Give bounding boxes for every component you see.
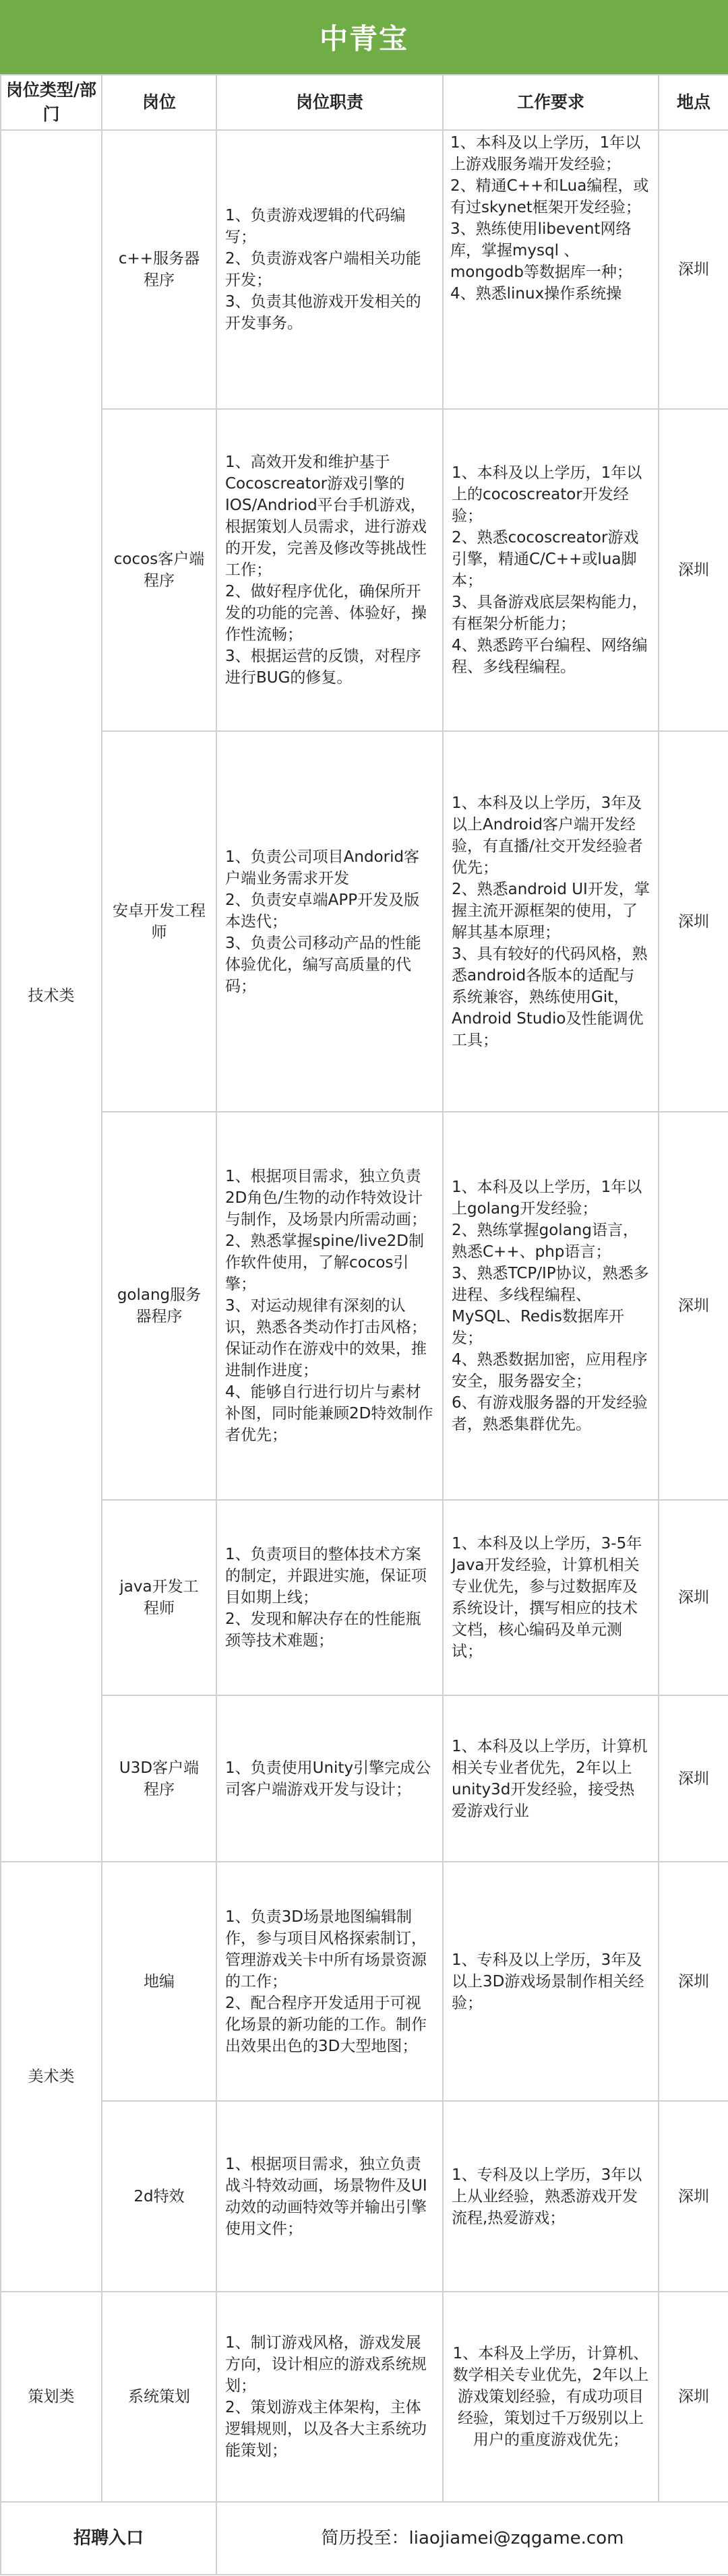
category-cell: 策划类 xyxy=(1,2292,102,2502)
duties-text: 1、根据项目需求，独立负责战斗特效动画，场景物件及UI动效的动画特效等并输出引擎使用文件； xyxy=(225,2155,427,2238)
table-row xyxy=(1,2292,728,2502)
requirements-text: 1、专科及以上学历，3年及以上3D游戏场景制作相关经验； xyxy=(452,1951,644,2012)
page-title: 中青宝 xyxy=(319,22,408,55)
requirements-text: 1、本科及以上学历，计算机相关专业者优先，2年以上unity3d开发经验，接受热爱游戏行业 xyxy=(452,1737,648,1820)
location-cell: 深圳 xyxy=(659,1695,728,1862)
location-cell: 深圳 xyxy=(659,731,728,1112)
duties-cell xyxy=(216,409,443,731)
requirements-cell xyxy=(443,409,659,731)
footer-row xyxy=(1,2502,728,2575)
header-location: 地点 xyxy=(659,75,728,130)
location-cell: 深圳 xyxy=(659,409,728,731)
duties-cell xyxy=(216,2292,443,2502)
position-cell: 地编 xyxy=(102,1862,216,2101)
duties-text: 1、制订游戏风格，游戏发展方向，设计相应的游戏系统规划； 2、策划游戏主体架构，主体逻辑规则，以及各大主系统功能策划； xyxy=(225,2334,427,2459)
requirements-text: 1、本科及上学历，计算机、数学相关专业优先，2年以上游戏策划经验，有成功项目经验，策划过千万级别以上用户的重度游戏优先； xyxy=(452,2345,649,2449)
location-cell: 深圳 xyxy=(659,2101,728,2292)
duties-text: 1、根据项目需求，独立负责2D角色/生物的动作特效设计与制作，及场景内所需动画； 2、熟悉掌握spine/live2D制作软件使用，了解cocos引擎； 3、对运动规律有深刻的认识，熟悉各类动作打击风格； 保证动作在游戏中的效果，推进制作进度； 4、能够自行进行切片与素材补图，同时能兼顾2D特效制作者优先； xyxy=(225,1168,433,1444)
requirements-text: 1、本科及以上学历，1年以上游戏服务端开发经验； 2、精通C++和Lua编程，或有过skynet框架开发经验； 3、熟练使用libevent网络库，掌握mysql 、mongodb等数据库一种； 4、熟悉linux操作系统操 xyxy=(450,134,649,303)
category-cell: 美术类 xyxy=(1,1862,102,2292)
requirements-cell xyxy=(443,1695,659,1862)
requirements-cell xyxy=(443,130,659,409)
table-row xyxy=(1,409,728,731)
jobs-table xyxy=(0,74,728,2575)
duties-cell xyxy=(216,1862,443,2101)
table-row xyxy=(1,130,728,409)
requirements-text: 1、本科及以上学历，1年以上golang开发经验； 2、熟练掌握golang语言，熟悉C++、php语言； 3、熟悉TCP/IP协议，熟悉多进程、多线程编程、MySQL、Redis数据库开发； 4、熟悉数据加密，应用程序安全，服务器安全； 6、有游戏服务器的开发经验者，熟悉集群优先。 xyxy=(452,1179,649,1433)
location-cell: 深圳 xyxy=(659,2292,728,2502)
header-duties: 岗位职责 xyxy=(216,75,443,130)
requirements-cell xyxy=(443,1862,659,2101)
position-cell: c++服务器程序 xyxy=(102,130,216,409)
table-header-row xyxy=(1,75,728,130)
duties-cell xyxy=(216,731,443,1112)
duties-text: 1、高效开发和维护基于Cocoscreator游戏引擎的IOS/Andriod平台手机游戏，根据策划人员需求，进行游戏的开发，完善及修改等挑战性工作； 2、做好程序优化，确保所开发的功能的完善、体验好，操作性流畅； 3、根据运营的反馈，对程序进行BUG的修复。 xyxy=(225,453,427,687)
requirements-cell xyxy=(443,731,659,1112)
position-cell: java开发工程师 xyxy=(102,1500,216,1695)
duties-text: 1、负责使用Unity引擎完成公司客户端游戏开发与设计； xyxy=(225,1759,431,1798)
requirements-text: 1、专科及以上学历，3年以上从业经验，熟悉游戏开发流程,热爱游戏； xyxy=(452,2166,642,2227)
resume-email[interactable]: 简历投至：liaojiamei@zqgame.com xyxy=(216,2502,728,2575)
duties-text: 1、负责公司项目Andorid客户端业务需求开发 2、负责安卓端APP开发及版本迭代； 3、负责公司移动产品的性能体验优化，编写高质量的代码； xyxy=(225,848,421,995)
position-cell: 2d特效 xyxy=(102,2101,216,2292)
requirements-cell xyxy=(443,2292,659,2502)
duties-text: 1、负责3D场景地图编辑制作，参与项目风格探索制订，管理游戏关卡中所有场景资源的工作； 2、配合程序开发适用于可视化场景的新功能的工作。制作出效果出色的3D大型地图； xyxy=(225,1908,427,2055)
duties-cell xyxy=(216,1695,443,1862)
position-cell: cocos客户端程序 xyxy=(102,409,216,731)
duties-cell xyxy=(216,1112,443,1500)
title-bar xyxy=(0,0,728,74)
location-cell: 深圳 xyxy=(659,1862,728,2101)
footer-label: 招聘入口 xyxy=(1,2502,216,2575)
table-row xyxy=(1,731,728,1112)
duties-text: 1、负责项目的整体技术方案的制定，并跟进实施，保证项目如期上线； 2、发现和解决存在的性能瓶颈等技术难题； xyxy=(225,1546,427,1650)
location-cell: 深圳 xyxy=(659,130,728,409)
header-category: 岗位类型/部门 xyxy=(1,75,102,130)
header-requirements: 工作要求 xyxy=(443,75,659,130)
table-row xyxy=(1,2101,728,2292)
duties-cell xyxy=(216,2101,443,2292)
table-row xyxy=(1,1112,728,1500)
location-cell: 深圳 xyxy=(659,1500,728,1695)
requirements-text: 1、本科及以上学历，1年以上的cocoscreator开发经验； 2、熟悉cocoscreator游戏引擎，精通C/C++或lua脚本； 3、具备游戏底层架构能力，有框架分析能力； 4、熟悉跨平台编程、网络编程、多线程编程。 xyxy=(452,464,648,676)
requirements-cell xyxy=(443,2101,659,2292)
position-cell: 系统策划 xyxy=(102,2292,216,2502)
table-row xyxy=(1,1695,728,1862)
table-row xyxy=(1,1500,728,1695)
duties-text: 1、负责游戏逻辑的代码编写； 2、负责游戏客户端相关功能开发； 3、负责其他游戏开发相关的开发事务。 xyxy=(225,207,421,332)
position-cell: 安卓开发工程师 xyxy=(102,731,216,1112)
position-cell: golang服务器程序 xyxy=(102,1112,216,1500)
requirements-cell xyxy=(443,1112,659,1500)
duties-cell xyxy=(216,1500,443,1695)
location-cell: 深圳 xyxy=(659,1112,728,1500)
category-cell: 技术类 xyxy=(1,130,102,1862)
header-position: 岗位 xyxy=(102,75,216,130)
table-row xyxy=(1,1862,728,2101)
requirements-text: 1、本科及以上学历，3-5年Java开发经验，计算机相关专业优先，参与过数据库及系统设计，撰写相应的技术文档，核心编码及单元测试； xyxy=(452,1535,642,1660)
position-cell: U3D客户端程序 xyxy=(102,1695,216,1862)
duties-cell xyxy=(216,130,443,409)
requirements-text: 1、本科及以上学历，3年及以上Android客户端开发经验，有直播/社交开发经验者优先； 2、熟悉android UI开发，掌握主流开源框架的使用，了解其基本原理； 3、具有较好的代码风格，熟悉android各版本的适配与系统兼容，熟练使用Git，Android Studio及性能调优工具； xyxy=(452,794,650,1049)
requirements-cell xyxy=(443,1500,659,1695)
